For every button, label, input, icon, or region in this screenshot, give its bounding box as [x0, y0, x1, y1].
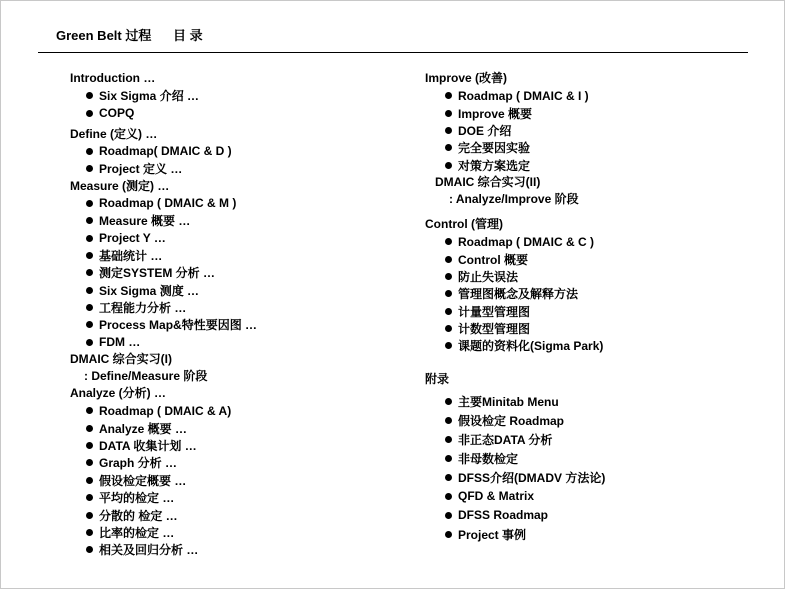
- header-divider: [38, 52, 748, 53]
- bullet-icon: [86, 512, 93, 519]
- list-item: 计量型管理图: [445, 303, 605, 320]
- list-item: Measure 概要 …: [86, 212, 257, 229]
- bullet-icon: [445, 531, 452, 538]
- bullet-icon: [86, 407, 93, 414]
- list-item: 工程能力分析 …: [86, 299, 257, 316]
- bullet-icon: [445, 493, 452, 500]
- section-measure: Measure (测定) …: [70, 178, 170, 193]
- list-item: 非正态DATA 分析: [445, 430, 605, 449]
- bullet-icon: [86, 529, 93, 536]
- section-analyze: Analyze (分析) …: [70, 386, 167, 401]
- bullet-icon: [445, 308, 452, 315]
- list-item: Roadmap ( DMAIC & M ): [86, 195, 257, 212]
- bullet-icon: [86, 459, 93, 466]
- section-appendix: 附录: [425, 371, 450, 386]
- bullet-icon: [445, 127, 452, 134]
- bullet-icon: [445, 436, 452, 443]
- bullet-icon: [445, 144, 452, 151]
- bullet-icon: [445, 474, 452, 481]
- header-toc-label: 目 录: [172, 28, 203, 43]
- list-item: Analyze 概要 …: [86, 419, 257, 436]
- list-item: FDM …: [86, 334, 257, 351]
- introduction-list: [70, 87, 257, 122]
- bullet-icon: [445, 273, 452, 280]
- list-item: 测定SYSTEM 分析 …: [86, 264, 257, 281]
- left-column: [70, 70, 257, 559]
- list-item: 假设检定 Roadmap: [445, 411, 605, 430]
- list-item: 主要Minitab Menu: [445, 392, 605, 411]
- control-list: [425, 233, 605, 355]
- bullet-icon: [86, 425, 93, 432]
- bullet-icon: [445, 92, 452, 99]
- list-item: 计数型管理图: [445, 320, 605, 337]
- section-practice-2: DMAIC 综合实习(II): [435, 174, 541, 189]
- section-practice-1: DMAIC 综合实习(I): [70, 352, 172, 367]
- bullet-icon: [86, 92, 93, 99]
- list-item: 课题的资料化(Sigma Park): [445, 337, 605, 354]
- bullet-icon: [445, 110, 452, 117]
- list-item: Control 概要: [445, 250, 605, 267]
- bullet-icon: [86, 494, 93, 501]
- list-item: Improve 概要: [445, 104, 605, 121]
- bullet-icon: [86, 339, 93, 346]
- list-item: DFSS介绍(DMADV 方法论): [445, 468, 605, 487]
- list-item: 比率的检定 …: [86, 524, 257, 541]
- bullet-icon: [445, 417, 452, 424]
- list-item: Six Sigma 介绍 …: [86, 87, 257, 104]
- bullet-icon: [445, 290, 452, 297]
- list-item: QFD & Matrix: [445, 487, 605, 506]
- list-item: 非母数检定: [445, 449, 605, 468]
- header-title: Green Belt 过程: [56, 28, 152, 43]
- bullet-icon: [86, 235, 93, 242]
- list-item: 基础统计 …: [86, 247, 257, 264]
- list-item: Project 事例: [445, 525, 605, 544]
- appendix-list: [425, 392, 605, 544]
- bullet-icon: [445, 455, 452, 462]
- list-item: DATA 收集计划 …: [86, 437, 257, 454]
- section-define: Define (定义) …: [70, 126, 158, 141]
- bullet-icon: [86, 148, 93, 155]
- bullet-icon: [86, 477, 93, 484]
- list-item: Roadmap ( DMAIC & C ): [445, 233, 605, 250]
- bullet-icon: [86, 252, 93, 259]
- list-item: 管理图概念及解释方法: [445, 285, 605, 302]
- define-list: [70, 143, 257, 178]
- list-item: 相关及回归分析 …: [86, 541, 257, 558]
- bullet-icon: [445, 256, 452, 263]
- bullet-icon: [86, 217, 93, 224]
- page-header: [56, 25, 203, 44]
- list-item: 平均的检定 …: [86, 489, 257, 506]
- list-item: 防止失误法: [445, 268, 605, 285]
- bullet-icon: [445, 512, 452, 519]
- bullet-icon: [86, 200, 93, 207]
- bullet-icon: [86, 321, 93, 328]
- bullet-icon: [445, 342, 452, 349]
- list-item: Roadmap ( DMAIC & A): [86, 402, 257, 419]
- section-control: Control (管理): [425, 216, 503, 231]
- bullet-icon: [86, 269, 93, 276]
- list-item: DOE 介绍: [445, 122, 605, 139]
- bullet-icon: [86, 304, 93, 311]
- list-item: DFSS Roadmap: [445, 506, 605, 525]
- list-item: Process Map&特性要因图 …: [86, 316, 257, 333]
- bullet-icon: [445, 398, 452, 405]
- bullet-icon: [445, 325, 452, 332]
- bullet-icon: [86, 165, 93, 172]
- bullet-icon: [445, 162, 452, 169]
- list-item: Graph 分析 …: [86, 454, 257, 471]
- section-introduction: Introduction …: [70, 71, 156, 85]
- bullet-icon: [86, 287, 93, 294]
- right-column: [425, 70, 605, 544]
- measure-list: [70, 195, 257, 352]
- practice-1-stage: : Define/Measure 阶段: [84, 369, 208, 384]
- list-item: Project 定义 …: [86, 160, 257, 177]
- list-item: Roadmap( DMAIC & D ): [86, 143, 257, 160]
- list-item: Project Y …: [86, 229, 257, 246]
- bullet-icon: [86, 110, 93, 117]
- list-item: 完全要因实验: [445, 139, 605, 156]
- bullet-icon: [445, 238, 452, 245]
- improve-list: [425, 87, 605, 174]
- bullet-icon: [86, 546, 93, 553]
- list-item: Six Sigma 测度 …: [86, 282, 257, 299]
- practice-2-stage: : Analyze/Improve 阶段: [449, 191, 579, 206]
- list-item: 分散的 检定 …: [86, 506, 257, 523]
- list-item: Roadmap ( DMAIC & I ): [445, 87, 605, 104]
- list-item: COPQ: [86, 104, 257, 121]
- list-item: 对策方案选定: [445, 157, 605, 174]
- bullet-icon: [86, 442, 93, 449]
- list-item: 假设检定概要 …: [86, 472, 257, 489]
- section-improve: Improve (改善): [425, 71, 508, 85]
- analyze-list: [70, 402, 257, 559]
